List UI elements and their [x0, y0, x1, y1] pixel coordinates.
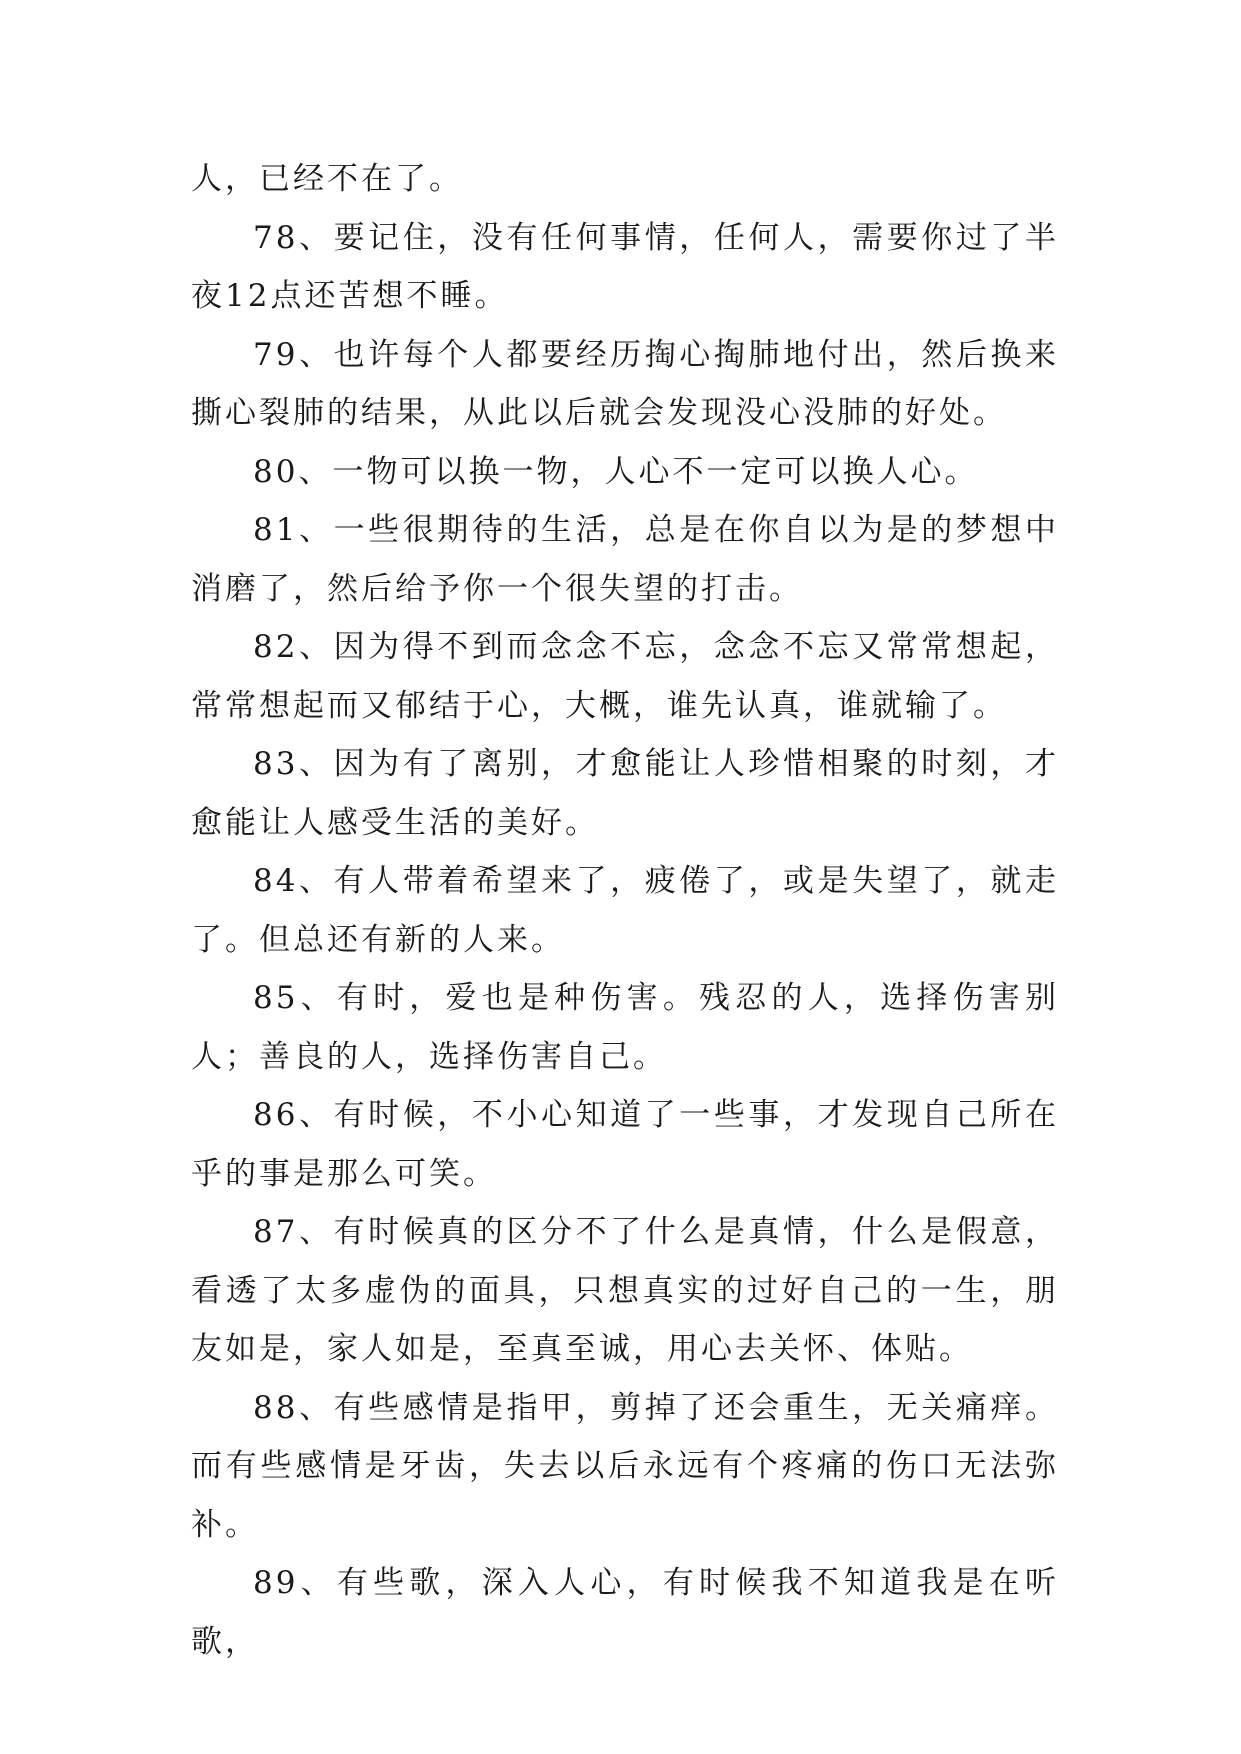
paragraph-86: 86、有时候，不小心知道了一些事，才发现自己所在乎的事是那么可笑。 — [191, 1097, 1059, 1192]
paragraph-78: 78、要记住，没有任何事情，任何人，需要你过了半夜12点还苦想不睡。 — [191, 219, 1059, 314]
paragraph-79: 79、也许每个人都要经历掏心掏肺地付出，然后换来撕心裂肺的结果，从此以后就会发现没心没肺的好处。 — [191, 336, 1059, 431]
paragraph-83: 83、因为有了离别，才愈能让人珍惜相聚的时刻，才愈能让人感受生活的美好。 — [191, 746, 1059, 841]
paragraph-85: 85、有时，爱也是种伤害。残忍的人，选择伤害别人；善良的人，选择伤害自己。 — [191, 980, 1059, 1075]
paragraph-82: 82、因为得不到而念念不忘，念念不忘又常常想起，常常想起而又郁结于心，大概，谁先认真，谁就输了。 — [191, 629, 1059, 724]
paragraph-81: 81、一些很期待的生活，总是在你自以为是的梦想中消磨了，然后给予你一个很失望的打击。 — [191, 512, 1059, 607]
paragraph-continuation: 人，已经不在了。 — [191, 161, 463, 197]
document-body — [191, 150, 1059, 1671]
paragraph-89: 89、有些歌，深入人心，有时候我不知道我是在听歌， — [191, 1565, 1059, 1660]
paragraph-87: 87、有时候真的区分不了什么是真情，什么是假意，看透了太多虚伪的面具，只想真实的过好自己的一生，朋友如是，家人如是，至真至诚，用心去关怀、体贴。 — [191, 1214, 1059, 1367]
paragraph-84: 84、有人带着希望来了，疲倦了，或是失望了，就走了。但总还有新的人来。 — [191, 863, 1059, 958]
paragraph-80: 80、一物可以换一物，人心不一定可以换人心。 — [253, 453, 979, 490]
paragraph-88: 88、有些感情是指甲，剪掉了还会重生，无关痛痒。而有些感情是牙齿，失去以后永远有个疼痛的伤口无法弥补。 — [191, 1389, 1059, 1543]
